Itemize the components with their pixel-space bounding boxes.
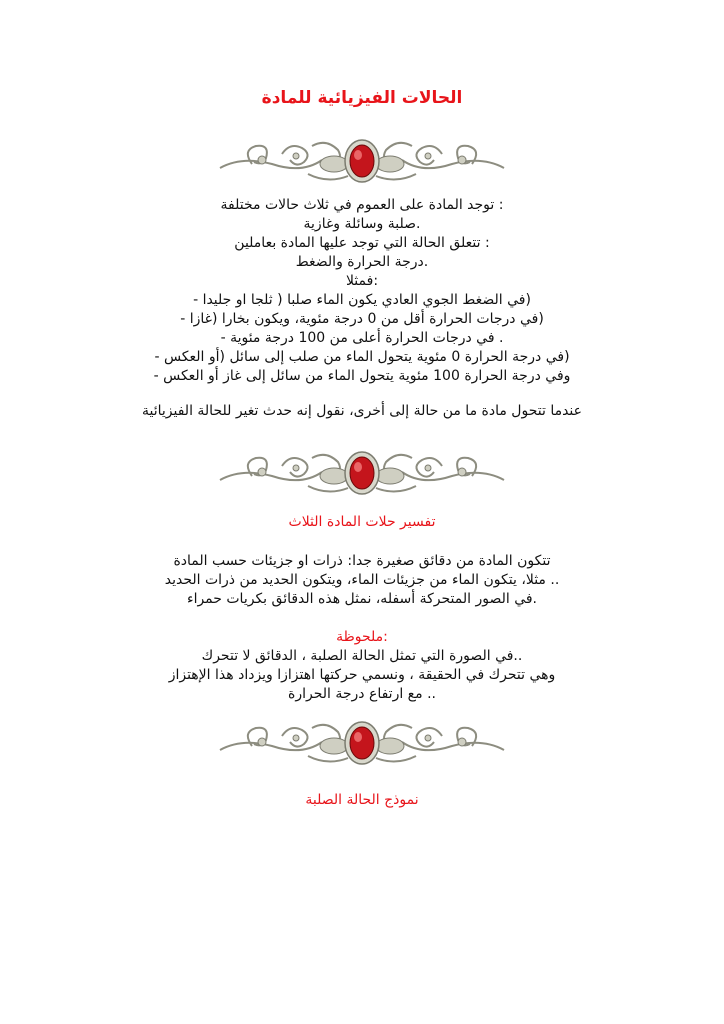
note-line: ..في الصورة التي تمثل الحالة الصلبة ، الدقائق لا تتحرك [201,648,523,664]
note-label-text: :ملحوظة [336,629,388,645]
intro-line: (في الضغط الجوي العادي يكون الماء صلبا ( ثلجا او جليدا - [193,292,531,308]
intro-line: (في درجة الحرارة 0 مئوية يتحول الماء من صلب إلى سائل (أو العكس - [154,349,570,365]
ornamental-divider [212,446,512,500]
ornamental-divider [212,716,512,770]
note-line: وهي تتحرك في الحقيقة ، ونسمي حركتها اهتزازا ويزداد هذا الإهتزاز [168,667,556,683]
jewel-ornament-icon [212,446,512,500]
note-line: .. مع ارتفاع درجة الحرارة [288,686,436,702]
intro-line: .درجة الحرارة والضغط [295,254,429,270]
jewel-ornament-icon [212,134,512,188]
explanation-line: .. مثلا، يتكون الماء من جزيئات الماء، ويتكون الحديد من ذرات الحديد [164,572,560,588]
intro-line: :فمثلا [345,273,379,289]
page-title: الحالات الفيزيائية للمادة [261,88,463,108]
intro-paragraph [0,196,724,386]
ornamental-divider [212,134,512,188]
intro-line: . في درجات الحرارة أعلى من 100 درجة مئوية - [220,330,504,346]
explanation-line: تتكون المادة من دقائق صغيرة جدا: ذرات او جزيئات حسب المادة [173,553,551,569]
intro-line: (في درجات الحرارة أقل من 0 درجة مئوية، ويكون بخارا (غازا - [180,311,544,327]
section-heading-solid-model: نموذج الحالة الصلبة [305,792,419,808]
section-heading-explanation: تفسير حلات المادة الثلاث [288,514,436,530]
intro-line: وفي درجة الحرارة 100 مئوية يتحول الماء من سائل إلى غاز أو العكس - [153,368,571,384]
intro-line: .صلبة وسائلة وغازية [303,216,421,232]
intro-line: : توجد المادة على العموم في ثلاث حالات مختلفة [220,197,504,213]
note-label [0,628,724,647]
note-paragraph [0,647,724,704]
change-sentence [0,402,724,421]
explanation-line: .في الصور المتحركة أسفله، نمثل هذه الدقائق بكريات حمراء [186,591,538,607]
intro-line: : تتعلق الحالة التي توجد عليها المادة بعاملين [234,235,490,251]
change-sentence-text: عندما تتحول مادة ما من حالة إلى أخرى، نقول إنه حدث تغير للحالة الفيزيائية [141,403,583,419]
explanation-paragraph [0,552,724,609]
jewel-ornament-icon [212,716,512,770]
